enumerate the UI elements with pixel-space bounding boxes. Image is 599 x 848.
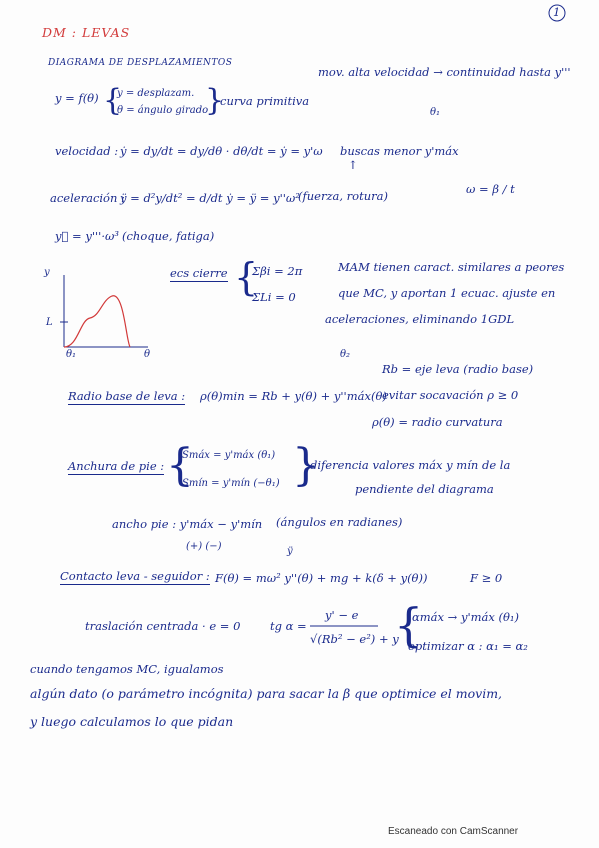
graph-l-label: L xyxy=(46,317,53,328)
graph-x-origin: θ₁ xyxy=(66,349,77,360)
y-def-rhs: curva primitiva xyxy=(220,94,310,108)
mam-note-1: MAM tienen caract. similares a peores xyxy=(338,260,565,274)
buscas-theta: θ₁ xyxy=(430,107,441,118)
jerk-note: (choque, fatiga) xyxy=(122,229,215,243)
anchura-label: Anchura de pie : xyxy=(68,459,165,473)
traslacion-brace: { xyxy=(394,598,424,652)
ancho-pie-note: (ángulos en radianes) xyxy=(276,515,403,529)
jerk-formula: y⃛ = y'''·ω³ xyxy=(55,229,119,243)
omega-def: ω = β / t xyxy=(466,182,515,196)
contacto-cond: F ≥ 0 xyxy=(470,571,503,585)
tg-numerator: y' − e xyxy=(325,608,359,622)
closing-line-1: cuando tengamos MC, igualamos xyxy=(30,662,224,676)
radio-base-formula: ρ(θ)min = Rb + y(θ) + y''máx(θ) xyxy=(200,389,387,403)
radio-base-label: Radio base de leva : xyxy=(68,389,186,403)
opt-line1: αmáx → y'máx (θ₁) xyxy=(412,610,520,624)
contacto-label: Contacto leva - seguidor : xyxy=(60,569,210,583)
anchura-brace-right: } xyxy=(292,440,320,491)
contacto-formula: F(θ) = mω² y''(θ) + mg + k(δ + y(θ)) xyxy=(215,571,428,585)
velocidad-formula: ẏ = dy/dt = dy/dθ · dθ/dt = ẏ = y'ω xyxy=(120,144,323,158)
tg-denominator: √(Rb² − e²) + y xyxy=(310,632,399,646)
radio-line2: evitar socavación ρ ≥ 0 xyxy=(382,388,519,402)
velocidad-label: velocidad : xyxy=(55,144,119,158)
ecs-eq1: Σβi = 2π xyxy=(252,264,303,278)
graph-y-label: y xyxy=(44,267,50,278)
mam-note-3: aceleraciones, eliminando 1GDL xyxy=(325,312,515,326)
brace-left: { xyxy=(103,83,123,118)
aceleracion-formula: ÿ = d²y/dt² = d/dt ẏ = ÿ = y''ω² xyxy=(120,191,300,205)
tg-lhs: tg α = xyxy=(270,619,307,633)
page-number: 1 xyxy=(553,5,561,19)
y-def-lhs: y = f(θ) xyxy=(55,91,99,105)
radio-line1: Rb = eje leva (radio base) xyxy=(382,362,534,376)
radio-theta2: θ₂ xyxy=(340,349,351,360)
page-title: DM : LEVAS xyxy=(42,25,131,40)
anchura-note-1: diferencia valores máx y mín de la xyxy=(310,458,511,472)
anchura-smin: Smín = y'mín (−θ₁) xyxy=(182,478,280,489)
brace-right: } xyxy=(205,83,225,118)
anchura-note-2: pendiente del diagrama xyxy=(355,482,494,496)
anchura-brace-left: { xyxy=(166,440,194,491)
aceleracion-label: aceleración : xyxy=(50,191,125,205)
traslacion-label: traslación centrada · e = 0 xyxy=(85,619,241,633)
closing-line-3: y luego calculamos lo que pidan xyxy=(30,714,234,729)
buscas-arrow: ↑ xyxy=(348,158,358,172)
aceleracion-note: (fuerza, rotura) xyxy=(298,189,388,203)
section-heading-diagram: DIAGRAMA DE DESPLAZAMIENTOS xyxy=(48,58,233,68)
radio-line3: ρ(θ) = radio curvatura xyxy=(372,415,503,429)
y-def-line1: y = desplazam. xyxy=(117,88,195,99)
mam-note-2: que MC, y aportan 1 ecuac. ajuste en xyxy=(338,286,556,300)
ecs-eq2: ΣLi = 0 xyxy=(252,290,296,304)
buscas-text: buscas menor y'máx xyxy=(340,144,459,158)
ecs-cierre-label: ecs cierre xyxy=(170,266,228,280)
ancho-pie-text: ancho pie : y'máx − y'mín xyxy=(112,517,263,531)
scanner-footer: Escaneado con CamScanner xyxy=(388,826,519,837)
graph-x-end: θ xyxy=(144,349,151,360)
closing-line-2: algún dato (o parámetro incógnita) para sacar la β que optimice el movim, xyxy=(30,686,503,701)
opt-line2: optimizar α : α₁ = α₂ xyxy=(408,639,528,653)
contacto-ydd: ÿ xyxy=(287,546,293,557)
mov-note: mov. alta velocidad → continuidad hasta y''' xyxy=(318,65,571,79)
anchura-smax: Smáx = y'máx (θ₁) xyxy=(182,450,276,461)
ancho-pie-signs: (+) (−) xyxy=(186,541,222,552)
ecs-brace: { xyxy=(234,255,259,299)
y-def-line2: θ = ángulo girado xyxy=(117,105,209,116)
